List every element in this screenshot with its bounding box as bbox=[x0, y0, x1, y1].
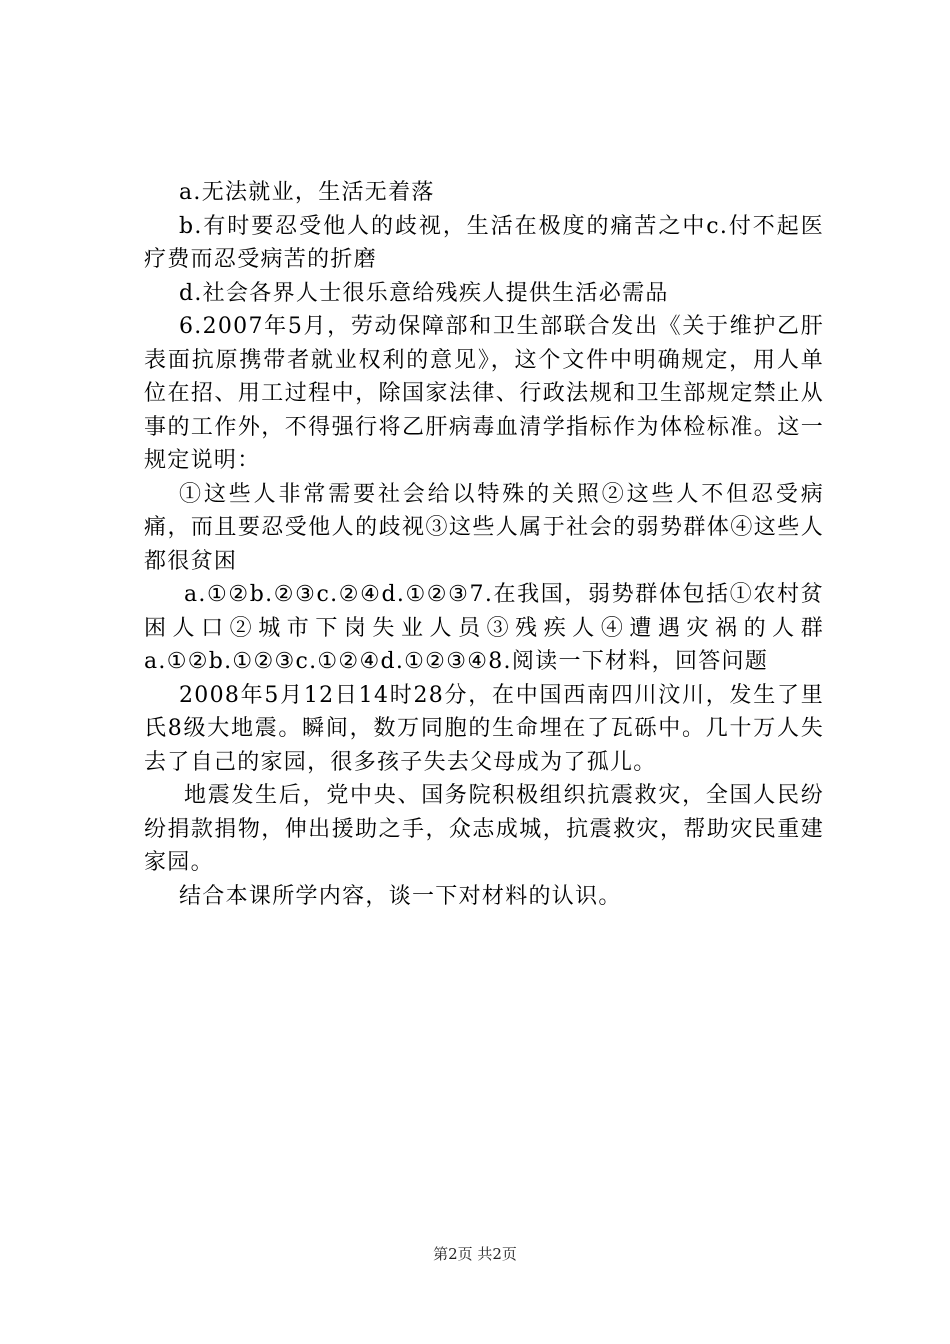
option-d-paragraph: d.社会各界人士很乐意给残疾人提供生活必需品 bbox=[179, 280, 669, 306]
question-prompt-paragraph: 结合本课所学内容，谈一下对材料的认识。 bbox=[179, 883, 622, 909]
document-body bbox=[144, 176, 824, 913]
question-6-statements: ①这些人非常需要社会给以特殊的关照②这些人不但忍受病痛，而且要忍受他人的歧视③这些人属于社会的弱势群体④这些人都很贫困 bbox=[144, 481, 824, 574]
option-b-c-paragraph: b.有时要忍受他人的歧视，生活在极度的痛苦之中c.付不起医疗费而忍受病苦的折磨 bbox=[144, 213, 824, 272]
page-footer: 第2页 共2页 bbox=[433, 1245, 517, 1263]
material-relief-paragraph: 地震发生后，党中央、国务院积极组织抗震救灾，全国人民纷纷捐款捐物，伸出援助之手，众志成城，抗震救灾，帮助灾民重建家园。 bbox=[144, 783, 824, 875]
material-earthquake-paragraph: 2008年5月12日14时28分，在中国西南四川汶川，发生了里氏8级大地震。瞬间，数万同胞的生命埋在了瓦砾中。几十万人失去了自己的家园，很多孩子失去父母成为了孤儿。 bbox=[144, 682, 824, 775]
option-a-paragraph: a.无法就业，生活无着落 bbox=[179, 180, 435, 205]
question-6-7-8-options: a.①②b.②③c.②④d.①②③7.在我国，弱势群体包括①农村贫困人口②城市下岗失业人员③残疾人④遭遇灾祸的人群a.①②b.①②③c.①②④d.①②③④8.阅读一下材料，回答问题 bbox=[144, 582, 824, 674]
question-6-paragraph: 6.2007年5月，劳动保障部和卫生部联合发出《关于维护乙肝表面抗原携带者就业权利的意见》，这个文件中明确规定，用人单位在招、用工过程中，除国家法律、行政法规和卫生部规定禁止从事的工作外，不得强行将乙肝病毒血清学指标作为体检标准。这一规定说明： bbox=[144, 314, 824, 473]
